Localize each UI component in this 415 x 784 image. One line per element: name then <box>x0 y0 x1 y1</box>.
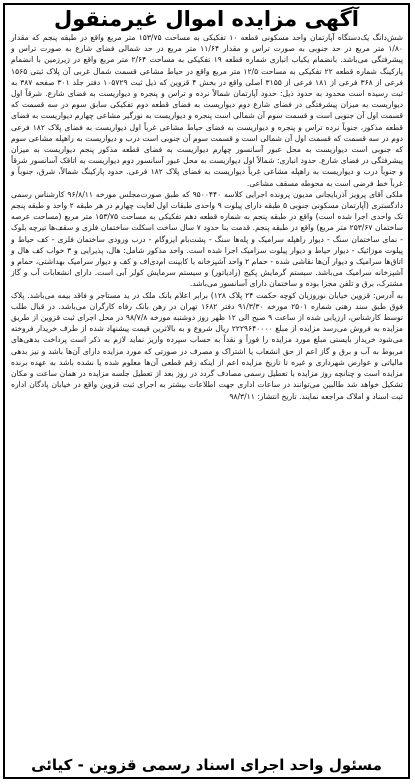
property-description-paragraph: شش‌دانگ یک‌دستگاه آپارتمان واحد مسکونی قطعه ۱۰ تفکیکی به مساحت ۱۵۳/۷۵ متر مربع واقع در طبقه پنجم که مقدار ۱/۸۰ متر مربع در حد جنوبی به صورت تراس و مقدار ۱۱/۶۴ متر مربع در حد شمالی فضای شارع به صورت تراس و پیشرفتگی می‌باشد. بانضمام یکباب انباری شماره قطعه ۱۹ تفکیکی به مساحت ۲/۶۴ متر مربع واقع در زیرزمین با انضمام پارکینگ شماره قطعه ۲۲ تفکیکی به مساحت ۱۲/۵ متر مربع واقع در حیاط مشاعی قسمت شمال غربی آن پلاک ثبتی ۱۵۶۵ فرعی از ۳۶۸ فرعی از ۱۸۱ فرعی از ۳۱۵۵ اصلی واقع در بخش ۴ قزوین که ذیل ثبت ۱۰۵۷۲۹ دفتر جلد ۳۰۱ صفحه ۳۸۷ به ثبت رسیده است محدود به حدود ذیل: حدود آپارتمان شمالاً نرده و تراس و پنجره و دیواریست به فضای شارع. شرقاً اول دیواریست به میزان پیشرفتگی در فضای شارع دوم دیواریست به فضای قطعه دوم تفکیکی سابق سوم در سه قسمت که قسمت اول آن جنوبی است و قسمت سوم آن شمالی است پنجره و دیواریست به نورگیر مشاعی چهارم دیواریست به فضای قطعه مذکور، جنوباً نرده تراس و پنجره و دیواریست به فضای حیاط مشاعی غرباً اول دیواریست به فضای پلاک ۱۸۲ فرعی دوم در سه قسمت که قسمت اول آن شمالی است و قسمت سوم آن جنوبی است درب و دیواریست به راهپله مشاعی سوم که جنوبی است دیواریست به محل عبور آسانسور چهارم دیواریست به فضای قطعه مذکور پنجم دیواریست به میزان پیشرفتگی در فضای شارع. حدود انباری: شمالاً اول دیواریست به محل عبور آسانسور دوم دیواریست به اتاقک آسانسور شرقاً و جنوباً درب و دیواریست به راهپله مشاعی غرباً دیواریست به فضای پلاک ۱۸۲ فرعی. حدود پارکینگ شمالاً، شرق، جنوباً و غرباً خط فرضی است به محوطه مسقف مشاعی. <box>11 33 404 188</box>
owner-appraisal-paragraph: ملکی آقای پرویز آذربایجانی مدیون پرونده اجرایی کلاسه ۹۵۰۰۴۴۰ که طبق صورت‌مجلس مورخه ۹۶/۸/۱۱ کارشناس رسمی دادگستری (آپارتمان مسکونی جنوبی ۵ طبقه دارای پیلوت ۹ واحدی طبقات اول لغایت چهارم در هر طبقه ۲ واحد و طبقه پنجم تک واحدی اجرا شده است) واقع در طبقه پنجم به شماره قطعه دهم تفکیکی به مساحت ۱۵۳/۷۵ متر مربع (مساحت عرصه ساختمان ۲۵۳/۶۷ متر مربع) واقع در طبقه پنجم. قدمت بنا حدود ۷ سال ساخت اسکلت ساختمان فلزی و سقف‌ها تیرچه بلوک - نمای ساختمان سنگ - دیوار راهپله سرامیک و پله‌ها سنگ - پشت‌بام ایزوگام - درب ورودی ساختمان فلزی - کف حیاط و پیلوت موزائیک - دیوار حیاط و دیوار پیلوت سرامیک اجرا شده است. واحد مذکور شامل: هال، پذیرایی و ۳ خواب کف هال و اتاق‌ها سرامیک و دیوار آن‌ها نقاشی شده - حمام ۲ واحد آشپزخانه با کابینت ام‌دی‌اف و کف و دیوار سرامیک بهداشتی، حمام و آشپزخانه سرامیک می‌باشد. سیستم گرمایش پکیج (رادیاتور) و سیستم سرمایش کولر آبی است. دارای انشعابات آب و گاز مشترک، برق و تلفن مجزا بوده و ساختمان دارای آسانسور می‌باشد. <box>11 189 404 289</box>
auction-notice <box>3 3 410 779</box>
notice-title: آگهی مزایده اموال غیرمنقول <box>54 7 359 31</box>
address-auction-terms-paragraph: به آدرس: قزوین خیابان نوروزیان کوچه حکمت ۲۴ پلاک ۱۲۸) برابر اعلام بانک ملک در ید مستاجر و فاقد بیمه می‌باشد. پلاک فوق طبق سند رهنی شماره ۲۵۰۱ مورخه ۹۱/۳/۳۰ دفتر ۱۶۸۲ تهران در رهن بانک رفاه کارگران می‌باشد. در قبال طلب توسط کارشناس، ارزیابی شده از ساعت ۹ صبح الی ۱۲ ظهر روز دوشنبه مورخه ۹۸/۷/۸ در محل اجرای ثبت قزوین از طریق مزایده به فروش می‌رسد مزایده از مبلغ ۲۲۲۹۶۴۰۰۰۰ ریال شروع و به بالاترین قیمت پیشنهاد شده از طرف خریدار فروخته می‌شود خریدار بایستی مبلغ مورد مزایده را فوراً و نقداً به حساب سپرده واریز نماید لازم به ذکر است پرداخت بدهی‌های مربوط به آب و برق و گاز اعم از حق انشعاب یا اشتراک و مصرف در صورتی که مورد مزایده دارای آن‌ها باشد و نیز بدهی مالیاتی و عوارض شهرداری و غیره تا تاریخ مزایده اعم از اینکه رقم قطعی آن‌ها معلوم شده یا نشده باشد به عهده برنده مزایده است و چنانچه روز مزایده با تعطیل رسمی مصادف گردد در روز بعد از تعطیل جلسه مزایده در همان ساعت و مکان تشکیل خواهد شد طالبین می‌توانند در ساعات اداری جهت اطلاعات بیشتر به اجرای ثبت قزوین واقع در خیابان پادگان اداره ثبت اسناد و املاک مراجعه نمایند. تاریخ انتشار: ۹۸/۳/۱۱ <box>11 290 404 401</box>
notice-signature: مسئول واحد اجرای اسناد رسمی قزوین - کیائی <box>31 756 382 774</box>
